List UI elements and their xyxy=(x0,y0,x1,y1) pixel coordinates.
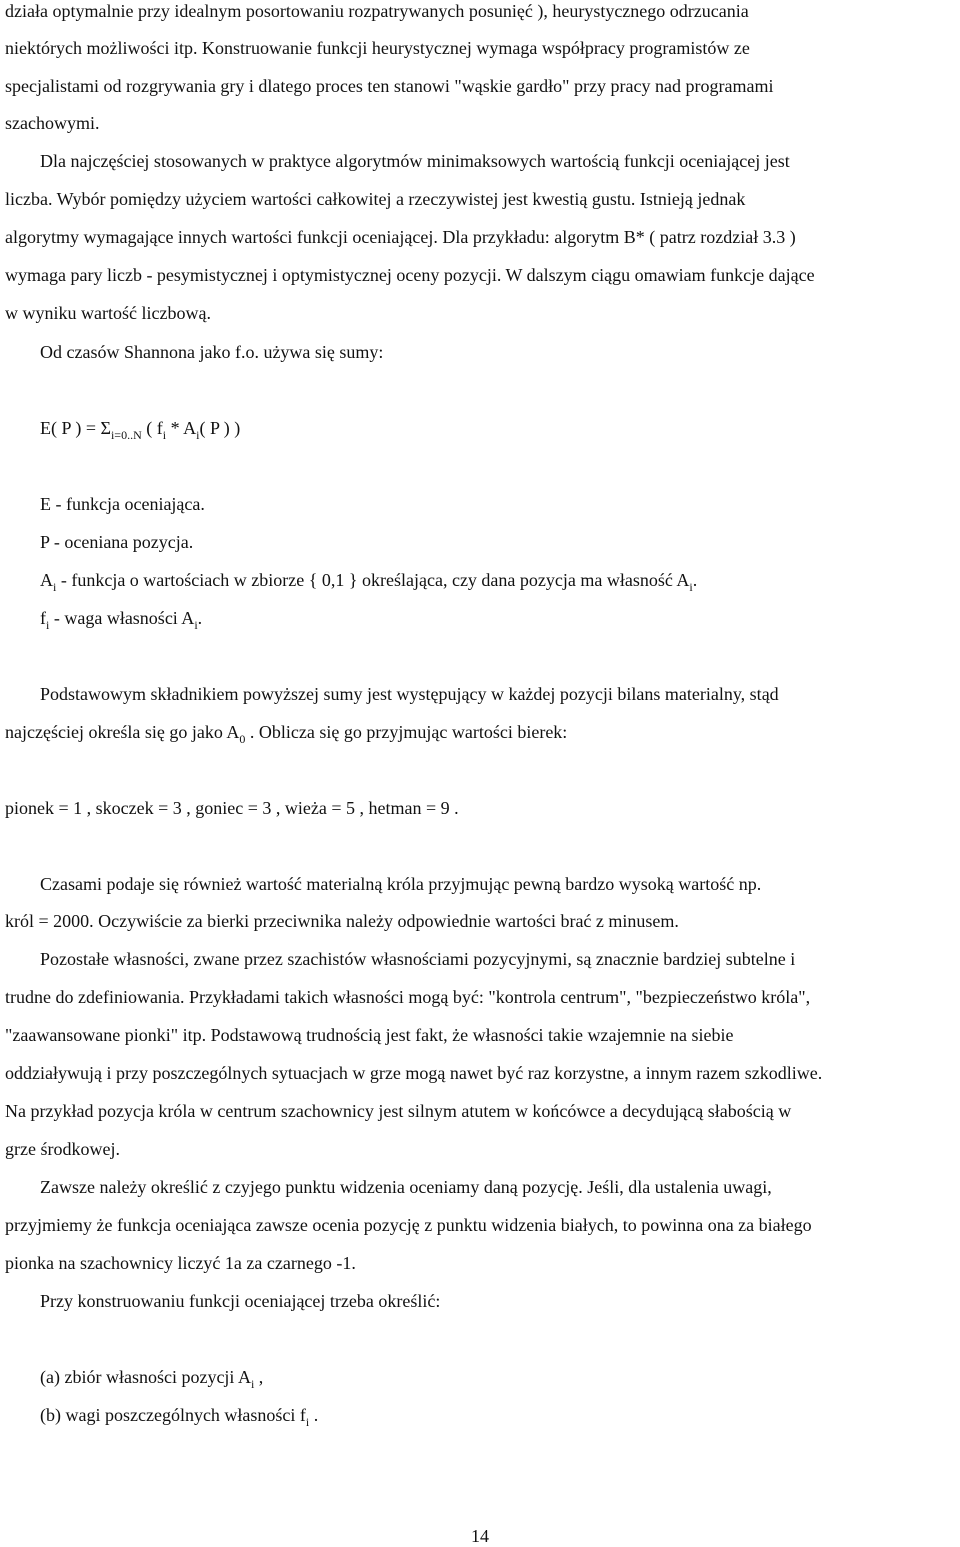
text-line: szachowymi. xyxy=(5,113,100,133)
list-item: (b) wagi poszczególnych własności $f_i$ . xyxy=(40,1405,319,1429)
text-line: Podstawowym składnikiem powyższej sumy jest występujący w każdej pozycji bilans materialny, stąd xyxy=(40,684,779,704)
definition-ai: $A_i$ - funkcja o wartościach w zbiorze { 0,1 } określająca, czy dana pozycja ma własność $A_i$. xyxy=(40,570,698,594)
text-line: król = 2000. Oczywiście za bierki przeciwnika należy odpowiednie wartości brać z minusem. xyxy=(5,911,679,931)
list-item: (a) zbiór własności pozycji $A_i$ , xyxy=(40,1367,264,1391)
text-line: Na przykład pozycja króla w centrum szachownicy jest silnym atutem w końcówce a decydującą słabością w xyxy=(5,1101,792,1121)
text-line: działa optymalnie przy idealnym posortowaniu rozpatrywanych posunięć ), heurystycznego odrzucania xyxy=(5,1,749,21)
text-line: oddziaływują i przy poszczególnych sytuacjach w grze mogą nawet być raz korzystne, a innym razem szkodliwe. xyxy=(5,1063,823,1083)
text-line: pionka na szachownicy liczyć 1a za czarnego -1. xyxy=(5,1253,356,1273)
text-line: wymaga pary liczb - pesymistycznej i optymistycznej oceny pozycji. W dalszym ciągu omawiam funkcje dające xyxy=(5,265,815,285)
text-line: Czasami podaje się również wartość materialną króla przyjmując pewną bardzo wysoką wartość np. xyxy=(40,874,762,894)
definition-e: E - funkcja oceniająca. xyxy=(40,494,205,514)
definition-fi: $f_i$ - waga własności $A_i$. xyxy=(40,608,203,632)
text-line: przyjmiemy że funkcja oceniająca zawsze ocenia pozycję z punktu widzenia białych, to powinna ona za białego xyxy=(5,1215,812,1235)
text-line: niektórych możliwości itp. Konstruowanie funkcji heurystycznej wymaga współpracy programistów ze xyxy=(5,38,750,58)
text-line: "zaawansowane pionki" itp. Podstawową trudnością jest fakt, że własności takie wzajemnie na siebie xyxy=(5,1025,734,1045)
formula: E( P ) = $\Sigma_{i=0..N}$ ( $f_i * A_i$( P ) ) xyxy=(40,418,241,442)
definition-p: P - oceniana pozycja. xyxy=(40,532,194,552)
text-line: trudne do zdefiniowania. Przykładami takich własności mogą być: "kontrola centrum", "bezpieczeństwo króla", xyxy=(5,987,811,1007)
text-line: najczęściej określa się go jako $A_0$ . Oblicza się go przyjmując wartości bierek: xyxy=(5,722,568,746)
text-line: algorytmy wymagające innych wartości funkcji oceniającej. Dla przykładu: algorytm B* ( patrz rozdział 3.3 ) xyxy=(5,227,796,247)
piece-values: pionek = 1 , skoczek = 3 , goniec = 3 , wieża = 5 , hetman = 9 . xyxy=(5,798,459,818)
text-line: w wyniku wartość liczbową. xyxy=(5,303,211,323)
text-line: grze środkowej. xyxy=(5,1139,120,1159)
page-number: 14 xyxy=(471,1526,489,1546)
text-line: Pozostałe własności, zwane przez szachistów własnościami pozycyjnymi, są znacznie bardziej subtelne i xyxy=(40,949,796,969)
text-line: liczba. Wybór pomiędzy użyciem wartości całkowitej a rzeczywistej jest kwestią gustu. Istnieją jednak xyxy=(5,189,746,209)
text-line: Zawsze należy określić z czyjego punktu widzenia oceniamy daną pozycję. Jeśli, dla ustalenia uwagi, xyxy=(40,1177,772,1197)
text-line: Od czasów Shannona jako f.o. używa się sumy: xyxy=(40,342,384,362)
text-line: specjalistami od rozgrywania gry i dlatego proces ten stanowi "wąskie gardło" przy pracy nad programami xyxy=(5,76,774,96)
text-line: Dla najczęściej stosowanych w praktyce algorytmów minimaksowych wartością funkcji oceniającej jest xyxy=(40,151,790,171)
text-line: Przy konstruowaniu funkcji oceniającej trzeba określić: xyxy=(40,1291,441,1311)
